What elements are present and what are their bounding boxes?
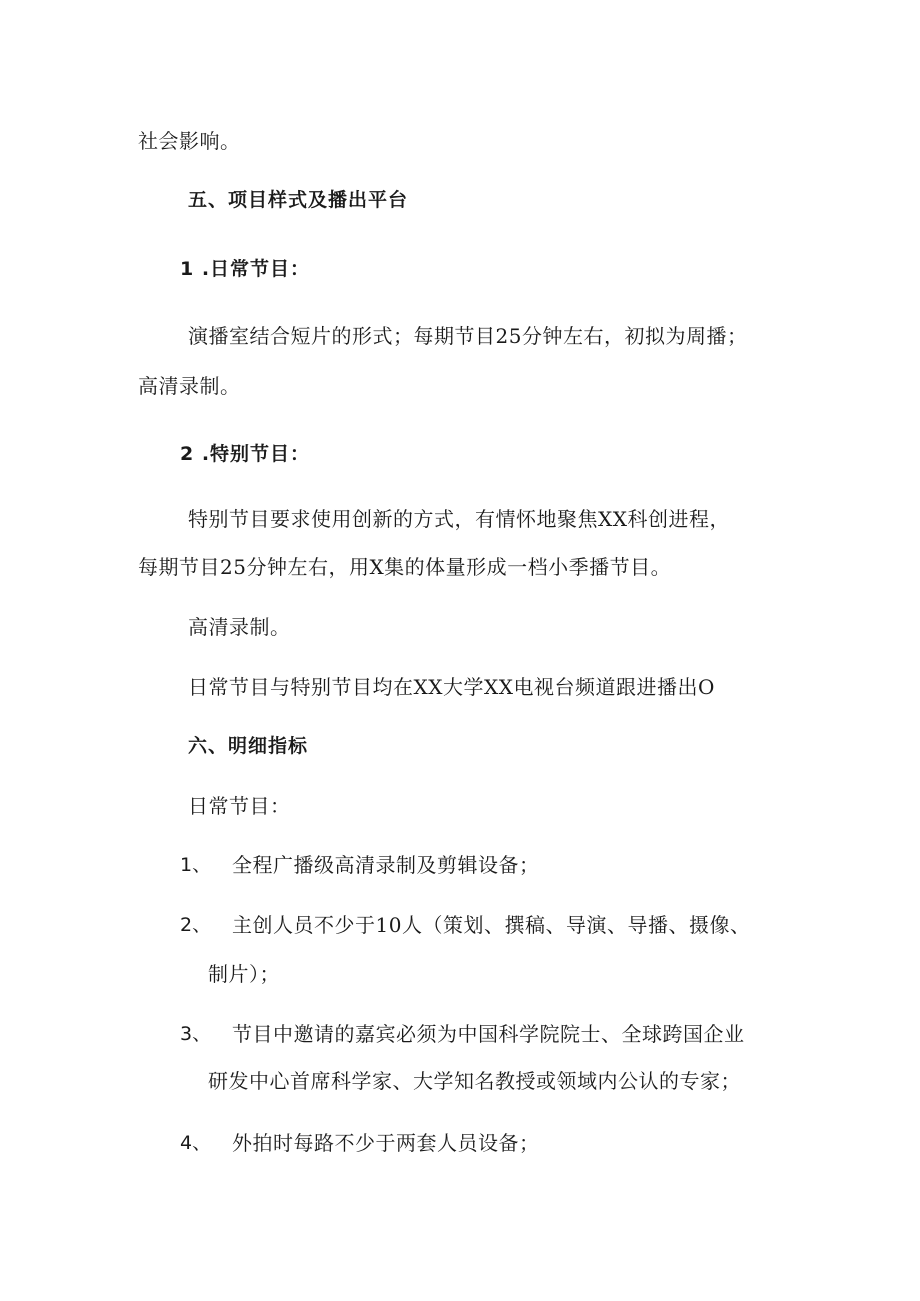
list-item-continuation: 研发中心首席科学家、大学知名教授或领域内公认的专家；	[208, 1069, 741, 1093]
paragraph-line: 每期节目25分钟左右，用X集的体量形成一档小季播节目。	[138, 555, 672, 579]
list-item-number: 4、	[180, 1132, 212, 1154]
list-item-number: 3、	[180, 1023, 212, 1045]
paragraph-line: 特别节目要求使用创新的方式，有情怀地聚焦XX科创进程，	[188, 507, 730, 531]
list-item-text: 全程广播级高清录制及剪辑设备；	[232, 853, 540, 877]
list-item-number: 1、	[180, 854, 212, 876]
subsection-heading-2: 2 .特别节目：	[180, 443, 311, 465]
paragraph-line: 高清录制。	[188, 615, 291, 639]
list-item-number: 2、	[180, 914, 212, 936]
section-heading-5: 五、项目样式及播出平台	[188, 189, 409, 211]
paragraph-line: 日常节目与特别节目均在XX大学XX电视台频道跟进播出O	[188, 675, 715, 699]
paragraph-line: 演播室结合短片的形式；每期节目25分钟左右，初拟为周播；	[188, 324, 748, 348]
paragraph-line: 高清录制。	[138, 374, 241, 398]
section-heading-6: 六、明细指标	[188, 735, 309, 757]
subsection-heading-1: 1 .日常节目：	[180, 258, 311, 280]
paragraph-line: 社会影响。	[138, 129, 241, 153]
list-item-continuation: 制片）；	[208, 962, 280, 986]
list-item-text: 节目中邀请的嘉宾必须为中国科学院院士、全球跨国企业	[232, 1022, 745, 1046]
paragraph-line: 日常节目：	[188, 794, 291, 818]
list-item-text: 主创人员不少于10人（策划、撰稿、导演、导播、摄像、	[232, 913, 751, 937]
list-item-text: 外拍时每路不少于两套人员设备；	[232, 1131, 540, 1155]
